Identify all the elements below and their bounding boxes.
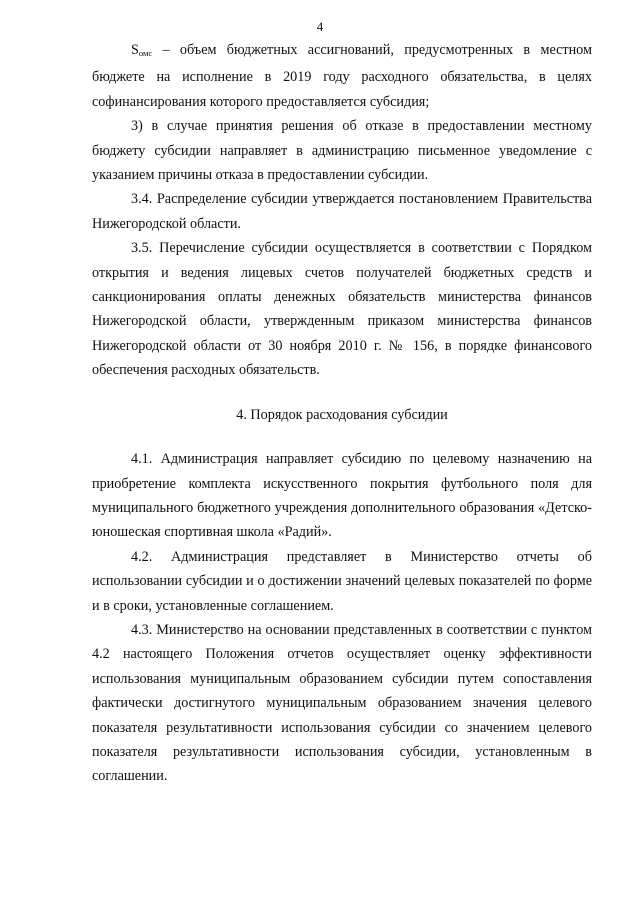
page-number: 4 <box>316 19 324 34</box>
document-body <box>92 38 592 789</box>
paragraph-3-4: 3.4. Распределение субсидии утверждается постановлением Правительства Нижегородской области. <box>92 191 592 232</box>
formula-symbol: S <box>131 42 139 58</box>
paragraph-refusal-notice: 3) в случае принятия решения об отказе в предоставлении местному бюджету субсидии направляет в администрацию письменное уведомление с указанием причины отказа в предоставлении субсидии. <box>92 118 592 184</box>
formula-subscript: омс <box>138 48 153 58</box>
paragraph-4-1: 4.1. Администрация направляет субсидию по целевому назначению на приобретение комплекта искусственного покрытия футбольного поля для муниципального бюджетного учреждения дополнительного образования «Детско-юношеская спортивная школа «Радий». <box>92 451 592 541</box>
paragraph-text: – объем бюджетных ассигнований, предусмотренных в местном бюджете на исполнение в 2019 году расходного обязательства, в целях софинансирования которого предоставляется субсидия; <box>92 42 592 110</box>
section-heading: 4. Порядок расходования субсидии <box>236 406 448 423</box>
paragraph-4-3: 4.3. Министерство на основании представленных в соответствии с пунктом 4.2 настоящего Положения отчетов осуществляет оценку эффективности использования муниципальным образованием субсидии путем сопоставления фактически достигнутого муниципальным образованием значения целевого показателя результативности использования субсидии со значением целевого показателя результативности использования субсидии, установленным в соглашении. <box>92 621 592 785</box>
paragraph-3-5: 3.5. Перечисление субсидии осуществляется в соответствии с Порядком открытия и ведения лицевых счетов получателей бюджетных средств и санкционирования оплаты денежных обязательств министерства финансов Нижегородской области, утвержденным приказом министерства финансов Нижегородской области от 30 ноября 2010 г. № 156, в порядке финансового обеспечения расходных обязательств. <box>92 240 592 379</box>
paragraph-4-2: 4.2. Администрация представляет в Министерство отчеты об использовании субсидии и о достижении значений целевых показателей по форме и в сроки, установленные соглашением. <box>92 548 592 614</box>
paragraph-somc-definition <box>92 38 592 114</box>
